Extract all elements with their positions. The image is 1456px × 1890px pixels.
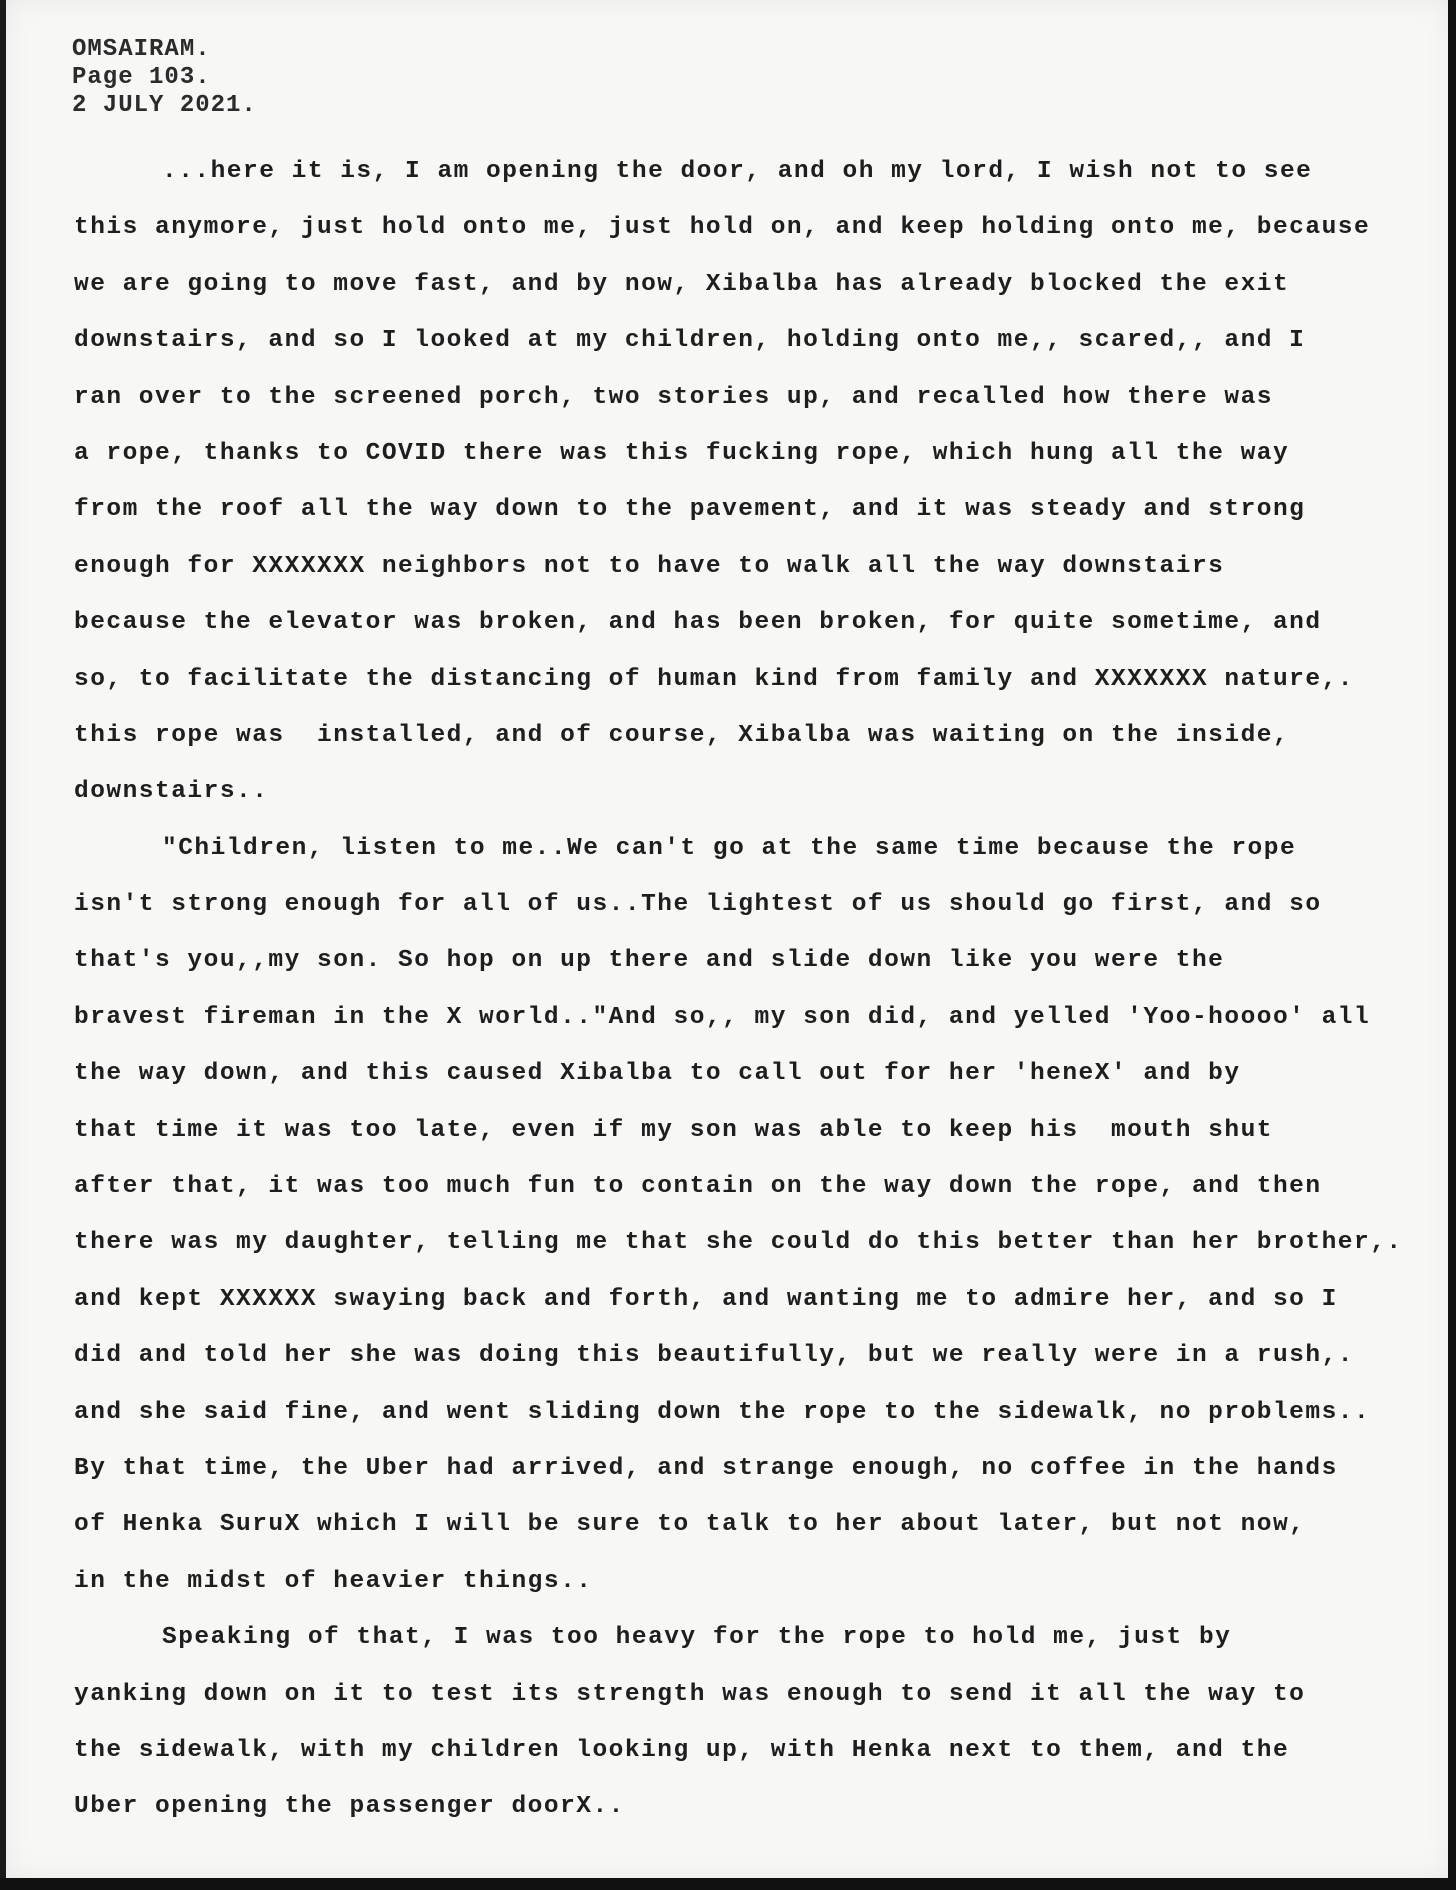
text-line: from the roof all the way down to the pavement, and it was steady and strong	[74, 496, 1306, 524]
header-title: OMSAIRAM.	[72, 36, 211, 63]
text-line: so, to facilitate the distancing of human kind from family and XXXXXXX nature,.	[74, 665, 1354, 693]
header-page-number: Page 103.	[72, 64, 211, 91]
text-line: because the elevator was broken, and has been broken, for quite sometime, and	[74, 609, 1322, 637]
text-line: downstairs, and so I looked at my children, holding onto me,, scared,, and I	[74, 327, 1306, 355]
text-line: this rope was installed, and of course, Xibalba was waiting on the inside,	[74, 721, 1290, 749]
scan-edge-right	[1448, 0, 1456, 1890]
text-line: downstairs..	[74, 778, 269, 806]
text-line: a rope, thanks to COVID there was this fucking rope, which hung all the way	[74, 439, 1290, 467]
page-header	[72, 36, 257, 120]
typewritten-page	[6, 0, 1450, 1878]
header-date: 2 JULY 2021.	[72, 92, 257, 119]
text-line: ran over to the screened porch, two stories up, and recalled how there was	[74, 383, 1273, 411]
text-line: this anymore, just hold onto me, just hold on, and keep holding onto me, because	[74, 214, 1371, 242]
text-line: isn't strong enough for all of us..The lightest of us should go first, and so	[74, 891, 1322, 919]
text-line: the way down, and this caused Xibalba to call out for her 'heneX' and by	[74, 1060, 1241, 1088]
text-line: Speaking of that, I was too heavy for the rope to hold me, just by	[162, 1624, 1232, 1652]
text-line: did and told her she was doing this beautifully, but we really were in a rush,.	[74, 1342, 1354, 1370]
text-line: after that, it was too much fun to contain on the way down the rope, and then	[74, 1173, 1322, 1201]
text-line: bravest fireman in the X world.."And so,, my son did, and yelled 'Yoo-hoooo' all	[74, 1003, 1371, 1031]
text-line: ...here it is, I am opening the door, and oh my lord, I wish not to see	[162, 158, 1313, 185]
text-line: of Henka SuruX which I will be sure to talk to her about later, but not now,	[74, 1511, 1306, 1539]
text-line: the sidewalk, with my children looking up, with Henka next to them, and the	[74, 1736, 1290, 1764]
text-line: there was my daughter, telling me that she could do this better than her brother,.	[74, 1229, 1403, 1257]
text-line: By that time, the Uber had arrived, and strange enough, no coffee in the hands	[74, 1454, 1338, 1482]
text-line: "Children, listen to me..We can't go at the same time because the rope	[162, 834, 1297, 862]
text-line: that time it was too late, even if my son was able to keep his mouth shut	[74, 1116, 1273, 1144]
text-line: and she said fine, and went sliding down the rope to the sidewalk, no problems..	[74, 1398, 1371, 1426]
text-line: in the midst of heavier things..	[74, 1567, 593, 1595]
page-body	[74, 144, 1414, 1836]
text-line: we are going to move fast, and by now, Xibalba has already blocked the exit	[74, 270, 1290, 298]
text-line: Uber opening the passenger doorX..	[74, 1793, 625, 1821]
text-line: enough for XXXXXXX neighbors not to have to walk all the way downstairs	[74, 552, 1225, 580]
text-line: and kept XXXXXX swaying back and forth, and wanting me to admire her, and so I	[74, 1285, 1338, 1313]
text-line: yanking down on it to test its strength was enough to send it all the way to	[74, 1680, 1306, 1708]
scan-edge-bottom	[0, 1878, 1456, 1890]
text-line: that's you,,my son. So hop on up there and slide down like you were the	[74, 947, 1225, 975]
